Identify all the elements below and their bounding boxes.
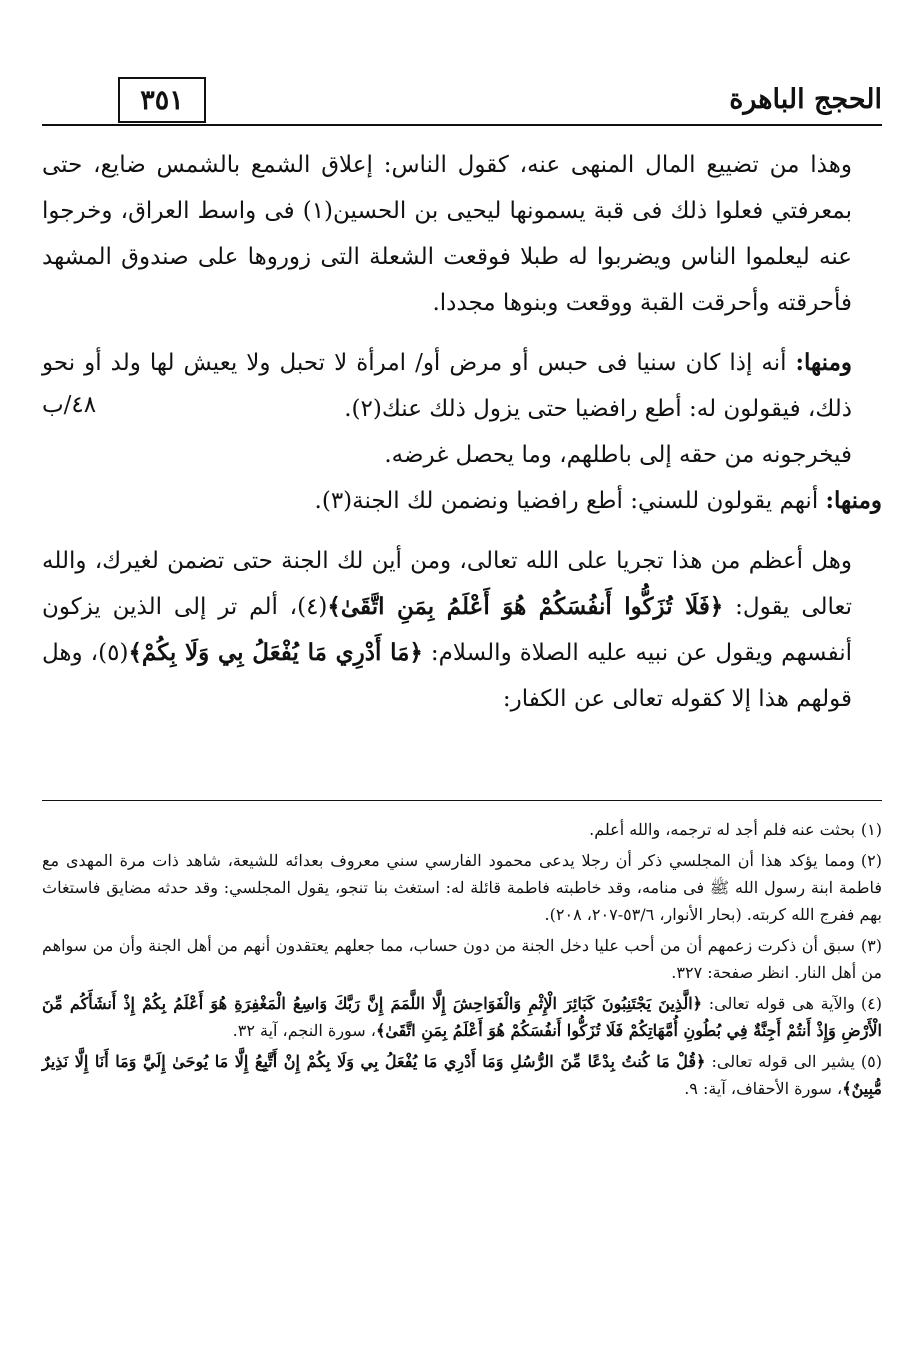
- paragraph-4-text: أنهم يقولون للسني: أطع رافضيا ونضمن لك الجنة(٣).: [314, 488, 826, 514]
- footnote-number: (٢): [860, 851, 883, 870]
- footnote-quran-quote: ﴿قُلْ مَا كُنتُ بِدْعًا مِّنَ الرُّسُلِ وَمَا أَدْرِي مَا يُفْعَلُ بِي وَلَا بِكُمْ إِنْ أَتَّبِعُ إِلَّا مَا يُوحَىٰ إِلَيَّ وَمَا أَنَا إِلَّا نَذِيرٌ مُّبِينٌ﴾: [42, 1052, 882, 1098]
- footnote-text-end: ، سورة الأحقاف، آية: ٩.: [684, 1079, 843, 1098]
- paragraph-5: [42, 538, 882, 722]
- footnote-3: [42, 932, 882, 986]
- paragraph-5-part-c: (٥)، وهل قولهم هذا إلا كقوله تعالى عن الكفار:: [42, 640, 852, 712]
- footnote-number: (٣): [860, 936, 882, 955]
- page-number: ٣٥١: [118, 77, 206, 123]
- footnote-5: [42, 1048, 882, 1102]
- footnote-quran-quote: ﴿الَّذِينَ يَجْتَنِبُونَ كَبَائِرَ الْإِثْمِ وَالْفَوَاحِشَ إِلَّا اللَّمَمَ إِنَّ رَبَّكَ وَاسِعُ الْمَغْفِرَةِ هُوَ أَعْلَمُ بِكُمْ إِذْ أَنشَأَكُم مِّنَ الْأَرْضِ وَإِذْ أَنتُمْ أَجِنَّةٌ فِي بُطُونِ أُمَّهَاتِكُمْ فَلَا تُزَكُّوا أَنفُسَكُمْ هُوَ أَعْلَمُ بِمَنِ اتَّقَىٰ﴾: [42, 994, 882, 1040]
- paragraph-5-part-a: وهل أعظم من هذا تجريا على الله تعالى، ومن أين لك الجنة حتى تضمن لغيرك، والله تعالى يقول:: [42, 548, 852, 620]
- paragraph-4: [42, 478, 882, 524]
- footnote-separator: [42, 800, 882, 801]
- paragraph-2-text: أنه إذا كان سنيا فى حبس أو مرض أو/ امرأة لا تحبل ولا يعيش لها ولد أو نحو ذلك، فيقولون له: أطع رافضيا حتى يزول ذلك عنك(٢).: [42, 350, 852, 422]
- paragraph-2-lead: ومنها:: [795, 349, 852, 376]
- footnote-4: [42, 990, 882, 1044]
- footnote-2: [42, 847, 882, 928]
- running-title: الحجج الباهرة: [729, 84, 882, 115]
- main-text: [42, 142, 882, 722]
- paragraph-4-lead: ومنها:: [825, 487, 882, 514]
- footnotes: [42, 816, 882, 1106]
- footnote-text: ومما يؤكد هذا أن المجلسي ذكر أن رجلا يدعى محمود الفارسي سني معروف بعدائه للشيعة، شاهد ذات مرة المهدى مع فاطمة ابنة رسول الله ﷺ فى منامه، وقد خاطبته فاطمة قائلة له: استغث بنا تنجو، يقول المجلسي: وقد حدثه مضايق فاستغاث بهم ففرج الله كربته. (بحار الأنوار، ٥٣/٦-٢٠٧، ٢٠٨).: [42, 851, 883, 924]
- footnote-number: (٥): [860, 1052, 882, 1071]
- footnote-text: والآية هى قوله تعالى:: [702, 994, 855, 1013]
- paragraph-2: [42, 340, 882, 432]
- footnote-text-end: ، سورة النجم، آية ٣٢.: [232, 1021, 376, 1040]
- footnote-text: سبق أن ذكرت زعمهم أن من أحب عليا دخل الجنة من دون حساب، مما جعلهم يعتقدون أنهم من أهل الجنة وأن من سواهم من أهل النار. انظر صفحة: ٣٢٧.: [42, 936, 882, 982]
- header-rule: [42, 124, 882, 126]
- footnote-number: (٤): [860, 994, 882, 1013]
- footnote-text: بحثت عنه فلم أجد له ترجمه، والله أعلم.: [589, 820, 855, 839]
- quran-quote-1: ﴿فَلَا تُزَكُّوا أَنفُسَكُمْ هُوَ أَعْلَمُ بِمَنِ اتَّقَىٰ﴾: [327, 593, 724, 620]
- paragraph-1: وهذا من تضييع المال المنهى عنه، كقول الناس: إعلاق الشمع بالشمس ضايع، حتى بمعرفتي فعلوا ذلك فى قبة يسمونها ليحيى بن الحسين(١) فى واسط العراق، وخرجوا عنه ليعلموا الناس ويضربوا له طبلا فوقعت الشعلة التى زوروها على صندوق المشهد فأحرقته وأحرقت القبة ووقعت وبنوها مجددا.: [42, 152, 852, 316]
- footnote-1: [42, 816, 882, 843]
- paragraph-3: فيخرجونه من حقه إلى باطلهم، وما يحصل غرضه.: [384, 442, 852, 468]
- footnote-text: يشير الى قوله تعالى:: [705, 1052, 855, 1071]
- margin-folio-note: ٤٨/ب: [42, 392, 97, 418]
- quran-quote-2: ﴿مَا أَدْرِي مَا يُفْعَلُ بِي وَلَا بِكُمْ﴾: [128, 639, 423, 666]
- paragraph-5-part-b: (٤)، ألم تر إلى الذين يزكون أنفسهم ويقول عن نبيه عليه الصلاة والسلام:: [42, 594, 853, 666]
- footnote-number: (١): [860, 820, 882, 839]
